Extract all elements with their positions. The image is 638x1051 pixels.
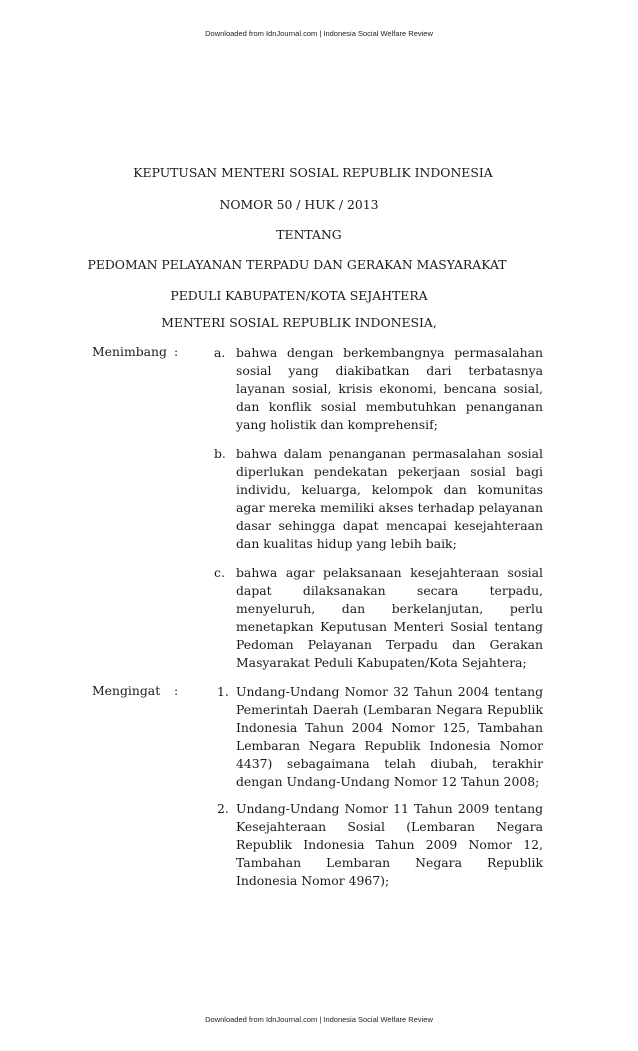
mengingat-label: Mengingat bbox=[92, 683, 161, 698]
decree-subject-line1: PEDOMAN PELAYANAN TERPADU DAN GERAKAN MASYARAKAT bbox=[87, 257, 507, 272]
mengingat-item-2 bbox=[217, 800, 543, 890]
decree-subject-line2: PEDULI KABUPATEN/KOTA SEJAHTERA bbox=[170, 288, 428, 303]
mengingat-item-1 bbox=[217, 683, 543, 790]
item-marker: 2. bbox=[217, 801, 229, 816]
decree-title: KEPUTUSAN MENTERI SOSIAL REPUBLIK INDONESIA bbox=[133, 165, 493, 180]
menimbang-item-b bbox=[214, 445, 543, 552]
menimbang-colon: : bbox=[174, 344, 179, 359]
item-marker: a. bbox=[214, 345, 226, 360]
item-marker: b. bbox=[214, 446, 226, 461]
decree-about-label: TENTANG bbox=[276, 227, 342, 242]
menimbang-item-a bbox=[214, 344, 543, 434]
item-text: bahwa agar pelaksanaan kesejahteraan sosial dapat dilaksanakan secara terpadu, menyeluruh, dan berkelanjutan, perlu menetapkan Keputusan Menteri Sosial tentang Pedoman Pelayanan Terpadu dan Gerakan Masyarakat Peduli Kabupaten/Kota Sejahtera; bbox=[236, 565, 543, 670]
decree-number: NOMOR 50 / HUK / 2013 bbox=[219, 197, 379, 212]
issuer-line: MENTERI SOSIAL REPUBLIK INDONESIA, bbox=[161, 315, 437, 330]
item-marker: 1. bbox=[217, 684, 229, 699]
item-text: Undang-Undang Nomor 32 Tahun 2004 tentang Pemerintah Daerah (Lembaran Negara Republik Indonesia Tahun 2004 Nomor 125, Tambahan Lembaran Negara Republik Indonesia Nomor 4437) sebagaimana telah diubah, terakhir dengan Undang-Undang Nomor 12 Tahun 2008; bbox=[236, 684, 543, 789]
mengingat-colon: : bbox=[174, 683, 179, 698]
item-text: bahwa dalam penanganan permasalahan sosial diperlukan pendekatan pekerjaan sosial bagi individu, keluarga, kelompok dan komunitas agar mereka memiliki akses terhadap pelayanan dasar sehingga dapat mencapai kesejahteraan dan kualitas hidup yang lebih baik; bbox=[236, 446, 543, 551]
item-text: Undang-Undang Nomor 11 Tahun 2009 tentang Kesejahteraan Sosial (Lembaran Negara Republik Indonesia Tahun 2009 Nomor 12, Tambahan Lembaran Negara Republik Indonesia Nomor 4967); bbox=[236, 801, 543, 888]
item-marker: c. bbox=[214, 565, 225, 580]
download-watermark-top: Downloaded from IdnJournal.com | Indonesia Social Welfare Review bbox=[205, 29, 433, 38]
item-text: bahwa dengan berkembangnya permasalahan sosial yang diakibatkan dari terbatasnya layanan sosial, krisis ekonomi, bencana sosial, dan konflik sosial membutuhkan penanganan yang holistik dan komprehensif; bbox=[236, 345, 543, 432]
menimbang-label: Menimbang bbox=[92, 344, 167, 359]
menimbang-item-c bbox=[214, 564, 543, 671]
download-watermark-bottom: Downloaded from IdnJournal.com | Indonesia Social Welfare Review bbox=[205, 1015, 433, 1024]
